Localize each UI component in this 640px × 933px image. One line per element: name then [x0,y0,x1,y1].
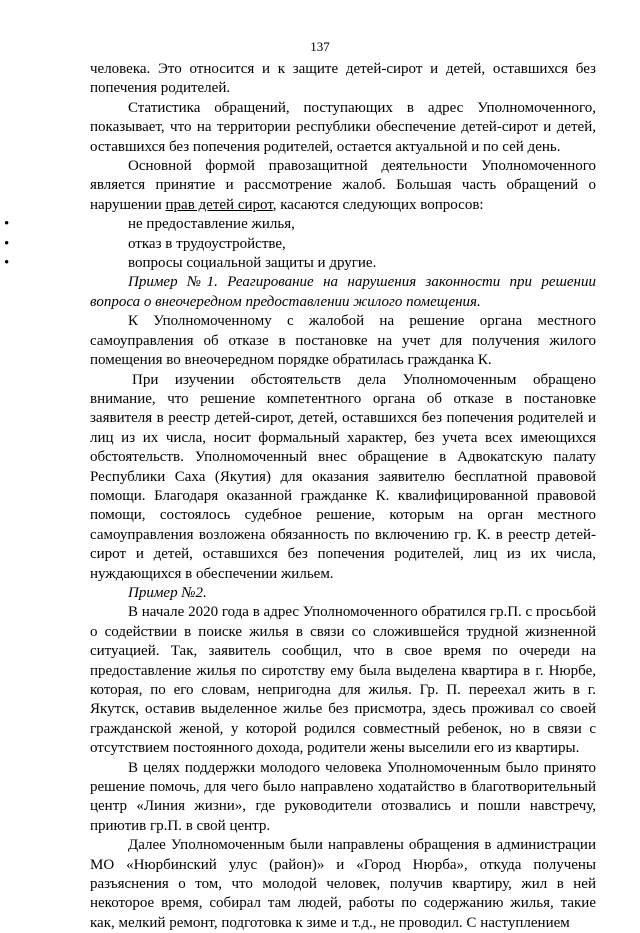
paragraph: Далее Уполномоченным были направлены обращения в администрации МО «Нюрбинский улус (район)» и «Город Нюрба», откуда получены разъяснения о том, что молодой человек, получив квартиру, жил в ней некоторое время, собирал там людей, работы по содержанию жилья, такие как, мелкий ремонт, подготовка к зиме и т.д., не проводил. С наступлением [90,837,596,931]
paragraph: Статистика обращений, поступающих в адрес Уполномоченного, показывает, что на территории республики обеспечение детей-сирот и детей, оставшихся без попечения родителей, остается актуальной и по сей день. [90,99,596,155]
example-heading: Пример №2. [128,584,207,601]
underlined-phrase: прав детей сирот [165,196,273,213]
paragraph: К Уполномоченному с жалобой на решение органа местного самоуправления об отказе в постановке на учет для получения жилого помещения во внеочередном порядке обратилась гражданка К. [90,313,596,369]
paragraph-text: , касаются следующих вопросов: [272,196,484,213]
list-item-text: вопросы социальной защиты и другие. [128,255,377,272]
paragraph-text: Основной формой правозащитной деятельности Уполномоченного является принятие и рассмотрение жалоб. Большая часть обращений о нарушении [90,158,596,213]
bullet-icon: • [4,216,10,233]
bullet-icon: • [4,235,10,252]
bullet-icon: • [4,255,10,272]
list-item [4,254,596,273]
list-item-text: не предоставление жилья, [128,216,295,233]
list-item [4,215,596,234]
paragraph: При изучении обстоятельств дела Уполномоченным обращено внимание, что решение компетентного органа об отказе в постановке заявителя в реестр детей-сирот, детей, оставшихся без попечения родителей и лиц из их числа, носит формальный характер, без учета всех имеющихся обстоятельств. Уполномоченный внес обращение в Адвокатскую палату Республики Саха (Якутия) для оказания заявителю бесплатной правовой помощи. Благодаря оказанной гражданке К. квалифицированной правовой помощи, состоялось судебное решение, которым на орган местного самоуправления возложена обязанность по включению гр. К. в реестр детей-сирот и детей, оставшихся без попечения родителей, лиц из их числа, нуждающихся в обеспечении жильем. [90,371,596,582]
example-heading: Пример №1. Реагирование на нарушения законности при решении вопроса о внеочередном предоставлении жилого помещения. [90,274,596,310]
page-body [4,60,596,933]
list-item-text: отказ в трудоустройстве, [128,235,286,252]
paragraph [90,157,596,215]
page-number: 137 [310,39,330,54]
bullet-list [4,215,596,273]
list-item [4,235,596,254]
paragraph: В начале 2020 года в адрес Уполномоченного обратился гр.П. с просьбой о содействии в поиске жилья в связи со сложившейся трудной жизненной ситуацией. Так, заявитель сообщил, что в свое время по очереди на предоставление жилья по сиротству ему была выделена квартира в г. Нюрбе, которая, по его словам, непригодна для жилья. Гр. П. переехал жить в г. Якутск, оставив выделенное жилье без присмотра, здесь проживал со своей гражданской женой, у которой родился совместный ребенок, но в связи с отсутствием постоянного дохода, родители жены выселили его из квартиры. [90,604,596,757]
paragraph: В целях поддержки молодого человека Уполномоченным было принято решение помочь, для чего было направлено ходатайство в благотворительный центр «Линия жизни», где руководители отозвались и пошли навстречу, приютив гр.П. в свой центр. [90,759,596,834]
paragraph: человека. Это относится и к защите детей-сирот и детей, оставшихся без попечения родителей. [90,61,596,97]
